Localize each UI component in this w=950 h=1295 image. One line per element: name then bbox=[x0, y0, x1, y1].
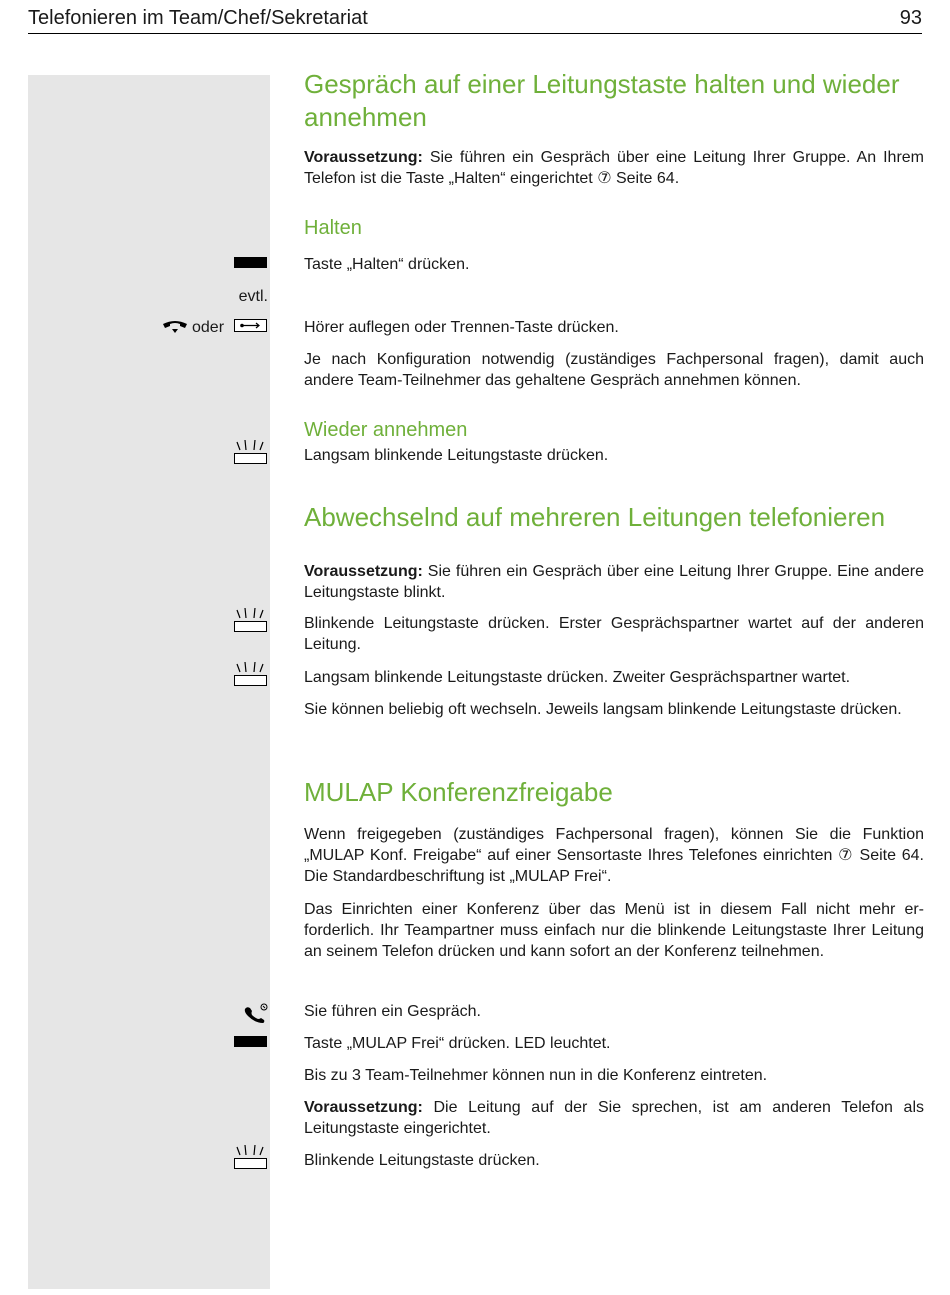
page-number: 93 bbox=[899, 7, 922, 29]
header-divider bbox=[28, 33, 922, 34]
prereq-text: Die Leitung auf der Sie sprechen, ist am anderen Telefon als Leitungstaste eingerichtet. bbox=[304, 1099, 924, 1137]
blinking-line-key-icon bbox=[233, 662, 269, 688]
subheading-wieder-annehmen: Wieder annehmen bbox=[304, 419, 468, 441]
prereq-label: Voraussetzung: bbox=[304, 149, 423, 166]
section-title-mulap: MULAP Konferenzfreigabe bbox=[304, 777, 613, 807]
blinking-line-key-icon bbox=[233, 608, 269, 634]
step-im-gespraech: Sie führen ein Gespräch. bbox=[304, 1003, 481, 1020]
handset-in-call-icon bbox=[243, 1003, 269, 1023]
prereq-text: Sie führen ein Gespräch über eine Leitung Ihrer Gruppe. An Ihrem Telefon ist die Taste „Halten“ eingerichtet ⑦ Seite 64. bbox=[304, 149, 924, 187]
section-title-halten: Gespräch auf einer Leitungstaste halten und wieder annehmen bbox=[304, 69, 900, 132]
step-wieder-annehmen: Langsam blinkende Leitungstaste drücken. bbox=[304, 447, 609, 464]
disconnect-key-icon bbox=[234, 319, 267, 332]
note-wechseln: Sie können beliebig oft wechseln. Jeweils langsam blinkende Leitungstaste drücken. bbox=[304, 701, 902, 718]
prerequisite-halten bbox=[304, 147, 924, 189]
prerequisite-abwechselnd bbox=[304, 561, 924, 603]
step-auflegen: Hörer auflegen oder Trennen-Taste drücken. bbox=[304, 319, 619, 336]
function-key-icon bbox=[234, 257, 267, 268]
mulap-paragraph-2: Das Einrichten einer Konferenz über das Menü ist in diesem Fall nicht mehr erforderlich. Ihr Teampartner muss einfach nur die blinkende Leitungstaste Ihrer Leitung an seinem Telefon drücken und kann sofort an der Konferenz teilnehmen. bbox=[304, 901, 924, 960]
step-abwechselnd-2: Langsam blinkende Leitungstaste drücken. Zweiter Gesprächspartner wartet. bbox=[304, 669, 851, 686]
note-team-teilnehmer: Bis zu 3 Team-Teilnehmer können nun in die Konferenz eintreten. bbox=[304, 1067, 768, 1084]
handset-hang-up-icon bbox=[162, 318, 188, 336]
blinking-line-key-icon bbox=[233, 440, 269, 466]
prerequisite-mulap bbox=[304, 1097, 924, 1139]
prereq-text: Sie führen ein Gespräch über eine Leitung Ihrer Gruppe. Eine andere Leitungstaste blinkt. bbox=[304, 563, 924, 601]
step-mulap-taste: Taste „MULAP Frei“ drücken. LED leuchtet. bbox=[304, 1035, 611, 1052]
mulap-intro: Wenn freigegeben (zuständiges Fachpersonal fragen), können Sie die Funktion „MULAP Konf. Freigabe“ auf einer Sensortaste Ihres Telefones einrichten ⑦ Seite 64. Die Standardbeschriftung ist „MULAP Frei“. bbox=[304, 826, 924, 885]
oder-label: oder bbox=[192, 319, 225, 336]
evtl-label: evtl. bbox=[238, 288, 268, 305]
step-blinkende-leitungstaste: Blinkende Leitungstaste drücken. bbox=[304, 1152, 540, 1169]
subheading-halten: Halten bbox=[304, 217, 362, 239]
step-halten: Taste „Halten“ drücken. bbox=[304, 256, 470, 273]
note-konfiguration: Je nach Konfiguration notwendig (zuständiges Fachpersonal fragen), damit auch andere Team-Teilnehmer das gehaltene Gespräch annehmen können. bbox=[304, 351, 924, 389]
prereq-label: Voraussetzung: bbox=[304, 1099, 423, 1116]
blinking-line-key-icon bbox=[233, 1145, 269, 1171]
section-title-abwechselnd: Abwechselnd auf mehreren Leitungen telefonieren bbox=[304, 502, 886, 532]
function-key-icon bbox=[234, 1036, 267, 1047]
running-header-title: Telefonieren im Team/Chef/Sekretariat bbox=[28, 7, 368, 29]
step-abwechselnd-1: Blinkende Leitungstaste drücken. Erster Gesprächspartner wartet auf der anderen Leitung. bbox=[304, 615, 924, 653]
prereq-label: Voraussetzung: bbox=[304, 563, 423, 580]
